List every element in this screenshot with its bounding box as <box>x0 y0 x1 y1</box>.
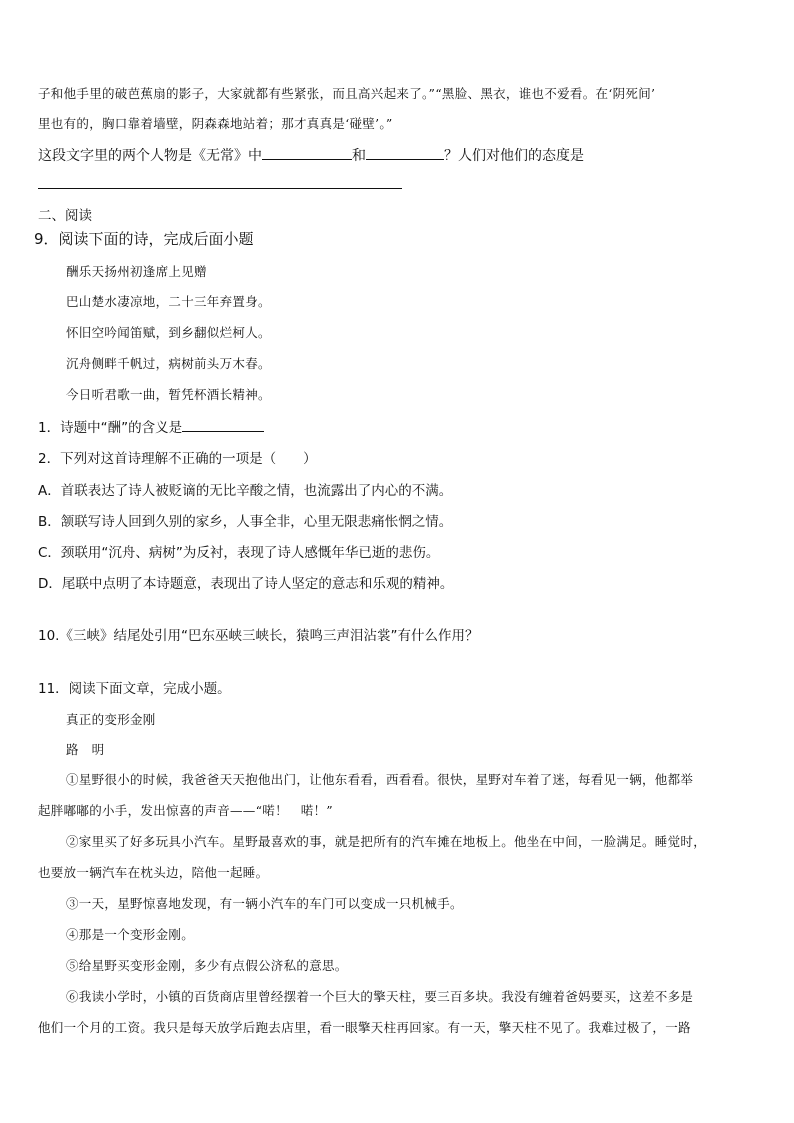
paragraph-line: ③一天，星野惊喜地发现，有一辆小汽车的车门可以变成一只机械手。 <box>66 896 463 911</box>
paragraph-line: 起胖嘟嘟的小手，发出惊喜的声音——“喏！ 喏！” <box>38 803 333 818</box>
answer-blank[interactable] <box>182 417 264 432</box>
q8-mid: 和 <box>352 148 366 164</box>
q8-prefix: 这段文字里的两个人物是《无常》中 <box>38 148 262 164</box>
paragraph-line: ⑤给星野买变形金刚，多少有点假公济私的意思。 <box>66 958 348 973</box>
section-heading: 二、阅读 <box>38 208 92 224</box>
passage-line: 里也有的，胸口靠着墙壁，阴森森地站着；那才真真是‘碰壁’。” <box>38 116 393 131</box>
article-author: 路 明 <box>66 742 105 757</box>
article-title: 真正的变形金刚 <box>66 712 156 727</box>
option-d[interactable]: D．尾联中点明了本诗题意，表现出了诗人坚定的意志和乐观的精神。 <box>38 576 454 592</box>
question-10: 10.《三峡》结尾处引用“巴东巫峡三峡长，猿鸣三声泪沾裳”有什么作用？ <box>38 628 479 644</box>
paragraph-line: ②家里买了好多玩具小汽车。星野最喜欢的事，就是把所有的汽车摊在地板上。他坐在中间，一脸满足。睡觉时， <box>66 834 707 849</box>
poem-line: 怀旧空吟闻笛赋，到乡翻似烂柯人。 <box>66 325 271 340</box>
option-c[interactable]: C．颈联用“沉舟、病树”为反衬，表现了诗人感慨年华已逝的悲伤。 <box>38 545 440 561</box>
poem-line: 巴山楚水凄凉地，二十三年弃置身。 <box>66 294 271 309</box>
paragraph-line: 他们一个月的工资。我只是每天放学后跑去店里，看一眼擎天柱再回家。有一天，擎天柱不见了。我难过极了，一路 <box>38 1020 691 1035</box>
answer-line[interactable] <box>38 188 402 189</box>
sub-question-1-text: 1．诗题中“酬”的含义是 <box>38 420 183 436</box>
paragraph-line: 也要放一辆汽车在枕头边，陪他一起睡。 <box>38 865 269 880</box>
sub-question-2: 2．下列对这首诗理解不正确的一项是（ ） <box>38 451 317 467</box>
question-11-stem: 11．阅读下面文章，完成小题。 <box>38 681 231 697</box>
sub-question-1 <box>38 416 264 436</box>
passage-line: 子和他手里的破芭蕉扇的影子，大家就都有些紧张，而且高兴起来了。”“黑脸、黑衣，谁也不爱看。在‘阴死间’ <box>38 86 656 101</box>
poem-line: 沉舟侧畔千帆过，病树前头万木春。 <box>66 356 271 371</box>
option-b[interactable]: B．颔联写诗人回到久别的家乡，人事全非，心里无限悲痛怅惘之情。 <box>38 514 453 530</box>
paragraph-line: ⑥我读小学时，小镇的百货商店里曾经摆着一个巨大的擎天柱，要三百多块。我没有缠着爸妈要买，这差不多是 <box>66 989 694 1004</box>
answer-blank[interactable] <box>366 145 444 160</box>
option-a[interactable]: A．首联表达了诗人被贬谪的无比辛酸之情，也流露出了内心的不满。 <box>38 483 453 499</box>
paragraph-line: ①星野很小的时候，我爸爸天天抱他出门，让他东看看，西看看。很快，星野对车着了迷，每看见一辆，他都举 <box>66 772 694 787</box>
question-9-stem: 9．阅读下面的诗，完成后面小题 <box>34 230 254 248</box>
poem-title: 酬乐天扬州初逢席上见赠 <box>66 264 207 279</box>
paragraph-line: ④那是一个变形金刚。 <box>66 927 195 942</box>
poem-line: 今日听君歌一曲，暂凭杯酒长精神。 <box>66 387 271 402</box>
answer-blank[interactable] <box>262 145 352 160</box>
question-8-tail <box>38 145 584 165</box>
q8-suffix: ？人们对他们的态度是 <box>444 148 584 164</box>
